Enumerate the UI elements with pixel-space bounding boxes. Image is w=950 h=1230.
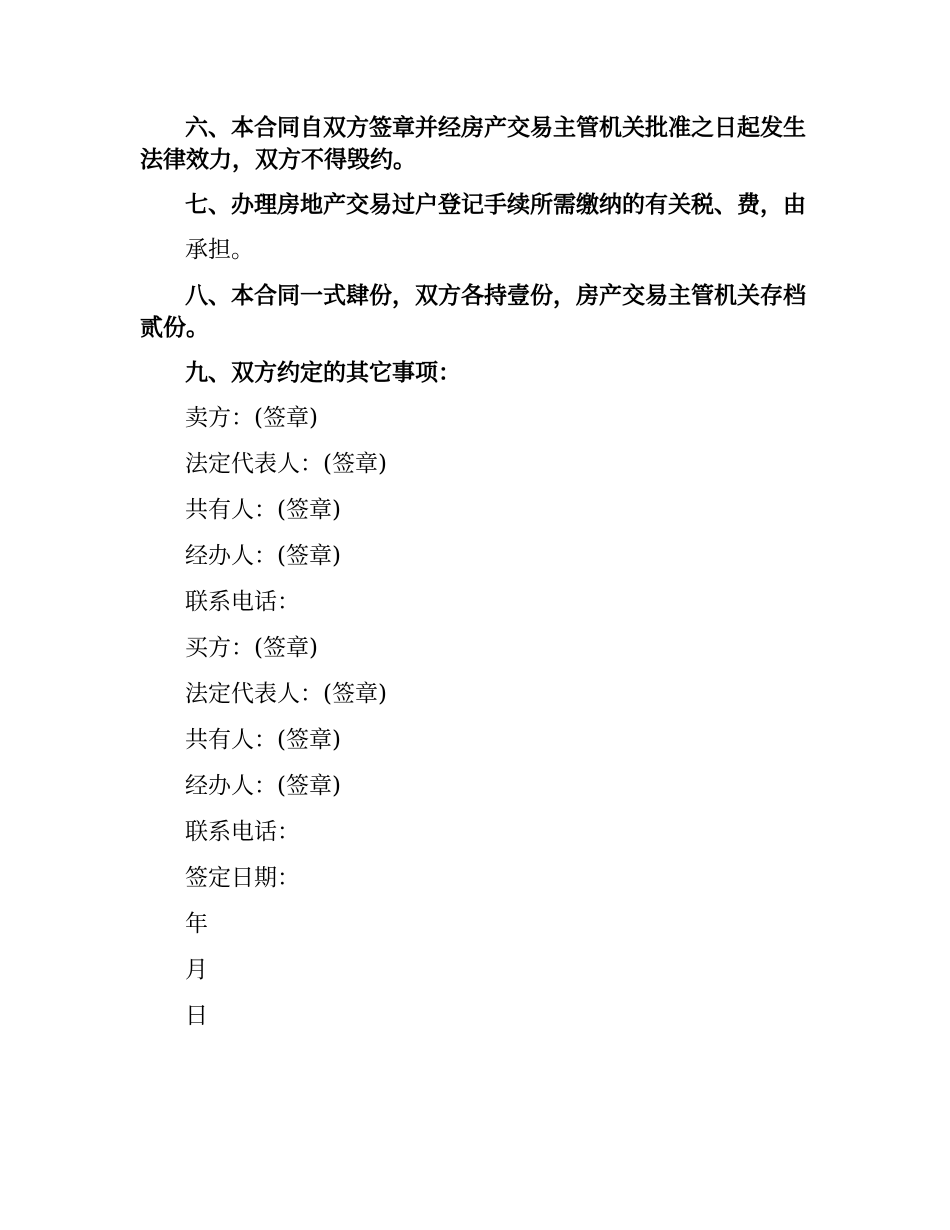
- document-body: [140, 112, 820, 1032]
- seller-phone-line: 联系电话：: [185, 589, 300, 615]
- clause-8: 八、本合同一式肆份，双方各持壹份，房产交易主管机关存档贰份。: [140, 282, 806, 341]
- seller-signature-block: [140, 402, 820, 618]
- seller-line: 卖方：(签章): [185, 405, 318, 431]
- clause-7: 七、办理房地产交易过户登记手续所需缴纳的有关税、费，由: [185, 191, 806, 218]
- seller-legal-rep-line: 法定代表人：(签章): [185, 451, 387, 477]
- seller-co-owner-line: 共有人：(签章): [185, 497, 341, 523]
- buyer-signature-block: [140, 632, 820, 848]
- buyer-agent-line: 经办人：(签章): [185, 773, 341, 799]
- date-month: 月: [185, 957, 208, 983]
- sign-date-block: [140, 862, 820, 1032]
- date-year: 年: [185, 911, 208, 937]
- buyer-line: 买方：(签章): [185, 635, 318, 661]
- clause-9: 九、双方约定的其它事项：: [185, 359, 461, 386]
- sign-date-label: 签定日期：: [185, 865, 300, 891]
- seller-agent-line: 经办人：(签章): [185, 543, 341, 569]
- buyer-co-owner-line: 共有人：(签章): [185, 727, 341, 753]
- date-day: 日: [185, 1003, 208, 1029]
- buyer-phone-line: 联系电话：: [185, 819, 300, 845]
- buyer-legal-rep-line: 法定代表人：(签章): [185, 681, 387, 707]
- clause-7-continuation: 承担。: [185, 237, 254, 263]
- clause-6: 六、本合同自双方签章并经房产交易主管机关批准之日起发生法律效力，双方不得毁约。: [140, 114, 806, 173]
